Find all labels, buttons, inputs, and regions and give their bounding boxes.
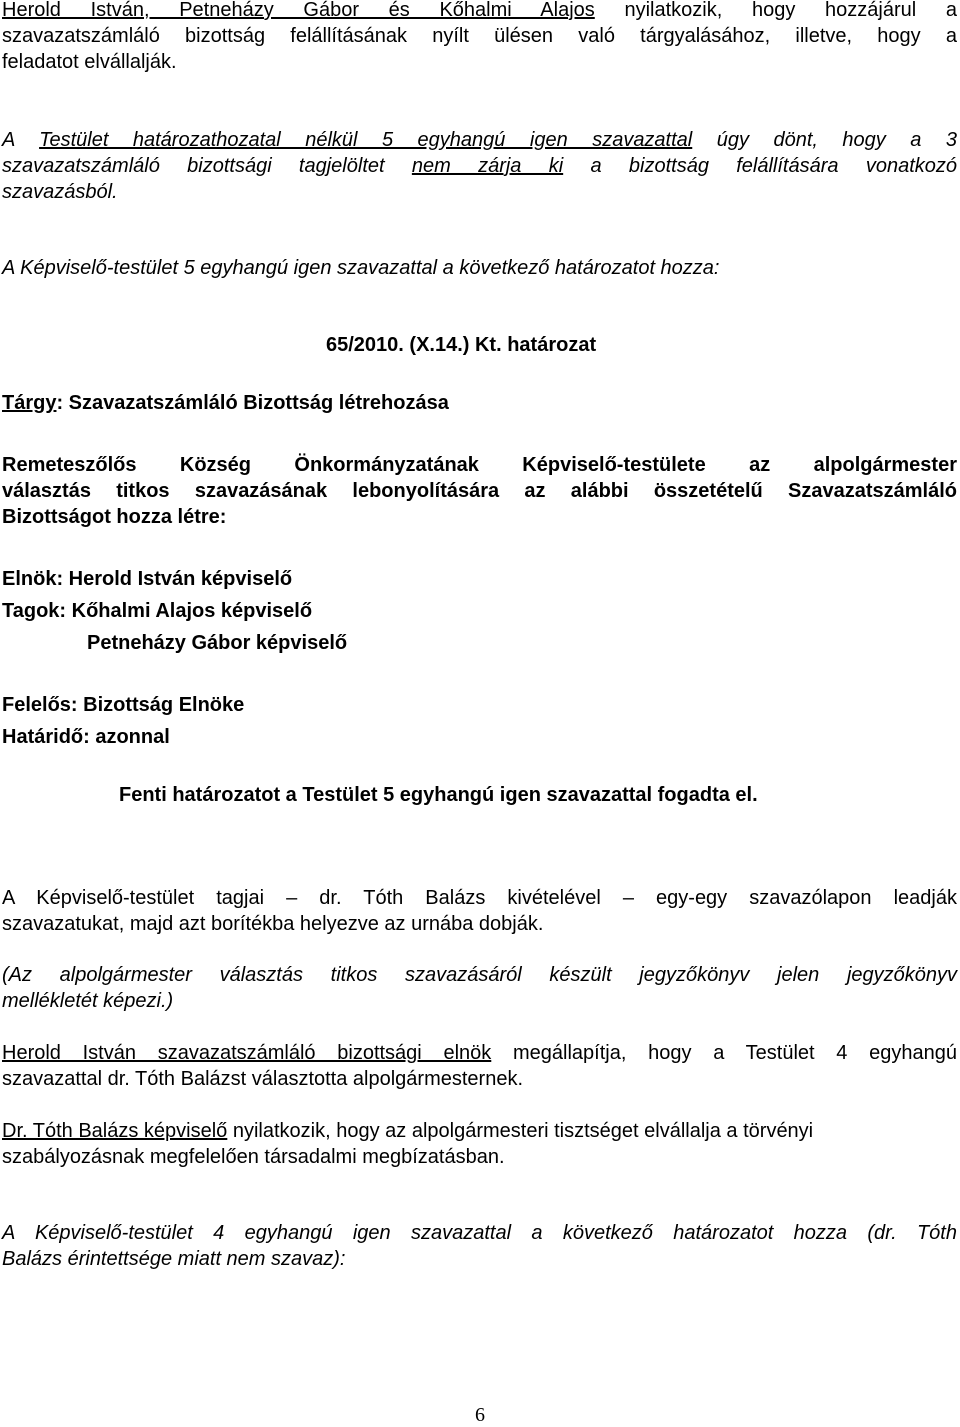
committee-members-1: Tagok: Kőhalmi Alajos képviselő <box>2 600 313 622</box>
p1-line-1: Herold István, Petneházy Gábor és Kőhalmi Alajos nyilatkozik, hogy hozzájárul a <box>2 0 957 21</box>
p6-line-1: Herold István szavazatszámláló bizottsági elnök megállapítja, hogy a Testület 4 egyhangú <box>2 1042 957 1064</box>
p3-line-1: A Képviselő-testület 5 egyhangú igen szavazattal a következő határozatot hozza: <box>2 257 720 279</box>
p7-underlined: Dr. Tóth Balázs képviselő <box>2 1120 228 1142</box>
resolution-body-line-2: választás titkos szavazásának lebonyolítására az alábbi összetételű Szavazatszámláló <box>2 480 957 502</box>
p5-line-1: (Az alpolgármester választás titkos szavazásáról készült jegyzőkönyv jelen jegyzőkönyv <box>2 964 957 986</box>
committee-chair: Elnök: Herold István képviselő <box>2 568 293 590</box>
p1-line-2: szavazatszámláló bizottság felállításának nyílt ülésen való tárgyalásához, illetve, hogy a <box>2 25 957 47</box>
p7-line-2: szabályozásnak megfelelően társadalmi megbízatásban. <box>2 1146 505 1168</box>
p2-underlined-2: nem zárja ki <box>411 155 564 177</box>
p2-line-1: A Testület határozathozatal nélkül 5 egyhangú igen szavazattal úgy dönt, hogy a 3 <box>2 129 957 151</box>
p6-line-2: szavazattal dr. Tóth Balázst választotta alpolgármesternek. <box>2 1068 524 1090</box>
page-number: 6 <box>475 1404 485 1426</box>
resolution-number: 65/2010. (X.14.) Kt. határozat <box>326 334 597 356</box>
p7-line-1: Dr. Tóth Balázs képviselő nyilatkozik, hogy az alpolgármesteri tisztséget elvállalja a törvényi <box>2 1120 814 1142</box>
p2-line-3: szavazásból. <box>2 181 118 203</box>
p6-underlined: Herold István szavazatszámláló bizottsági elnök <box>2 1042 492 1064</box>
p2-underlined-1: Testület határozathozatal nélkül 5 egyhangú igen szavazattal <box>39 129 693 151</box>
adopted-statement: Fenti határozatot a Testület 5 egyhangú igen szavazattal fogadta el. <box>119 784 758 806</box>
p8-line-2: Balázs érintettsége miatt nem szavaz): <box>2 1248 346 1270</box>
resolution-body-line-3: Bizottságot hozza létre: <box>2 506 227 528</box>
subject-label: Tárgy <box>2 392 57 414</box>
resolution-subject: Tárgy: Szavazatszámláló Bizottság létrehozása <box>2 392 449 414</box>
p4-line-2: szavazatukat, majd azt borítékba helyezve az urnába dobják. <box>2 913 544 935</box>
resolution-body-line-1: Remeteszőlős Község Önkormányzatának Képviselő-testülete az alpolgármester <box>2 454 957 476</box>
p2-line-2: szavazatszámláló bizottsági tagjelöltet nem zárja ki a bizottság felállítására vonatkozó <box>2 155 957 177</box>
responsible: Felelős: Bizottság Elnöke <box>2 694 245 716</box>
p5-line-2: mellékletét képezi.) <box>2 990 174 1012</box>
p1-line-3: feladatot elvállalják. <box>2 51 177 73</box>
p4-line-1: A Képviselő-testület tagjai – dr. Tóth Balázs kivételével – egy-egy szavazólapon leadják <box>2 887 957 909</box>
deadline: Határidő: azonnal <box>2 726 170 748</box>
committee-members-2: Petneházy Gábor képviselő <box>87 632 348 654</box>
p8-line-1: A Képviselő-testület 4 egyhangú igen szavazattal a következő határozatot hozza (dr. Tóth <box>2 1222 957 1244</box>
p1-names-underlined: Herold István, Petneházy Gábor és Kőhalmi Alajos <box>2 0 595 21</box>
